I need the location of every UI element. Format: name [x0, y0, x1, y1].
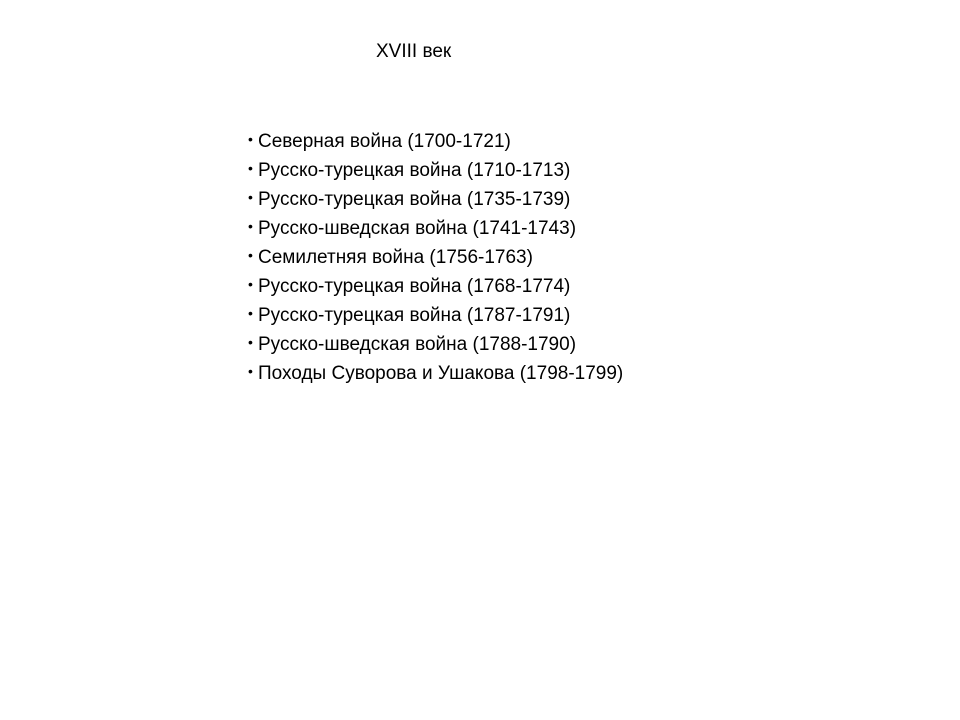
- war-list: [248, 127, 623, 388]
- slide-title: XVIII век: [376, 41, 452, 62]
- bullet-icon: •: [248, 276, 253, 292]
- bullet-icon: •: [248, 218, 253, 234]
- bullet-icon: •: [248, 131, 253, 147]
- list-item-text: Русско-турецкая война (1735-1739): [258, 189, 571, 210]
- list-item-text: Русско-турецкая война (1710-1713): [258, 160, 571, 181]
- list-item-text: Походы Суворова и Ушакова (1798-1799): [258, 363, 624, 384]
- bullet-icon: •: [248, 189, 253, 205]
- list-item-text: Русско-турецкая война (1787-1791): [258, 305, 571, 326]
- list-item: [248, 156, 623, 185]
- list-item-text: Семилетняя война (1756-1763): [258, 247, 533, 268]
- bullet-icon: •: [248, 334, 253, 350]
- list-item: [248, 127, 623, 156]
- bullet-icon: •: [248, 305, 253, 321]
- list-item: [248, 272, 623, 301]
- bullet-icon: •: [248, 160, 253, 176]
- list-item: [248, 330, 623, 359]
- list-item: [248, 301, 623, 330]
- list-item-text: Северная война (1700-1721): [258, 131, 511, 152]
- bullet-icon: •: [248, 247, 253, 263]
- list-item: [248, 243, 623, 272]
- list-item-text: Русско-турецкая война (1768-1774): [258, 276, 571, 297]
- list-item-text: Русско-шведская война (1741-1743): [258, 218, 577, 239]
- bullet-icon: •: [248, 363, 253, 379]
- list-item: [248, 214, 623, 243]
- list-item: [248, 359, 623, 388]
- list-item-text: Русско-шведская война (1788-1790): [258, 334, 577, 355]
- list-item: [248, 185, 623, 214]
